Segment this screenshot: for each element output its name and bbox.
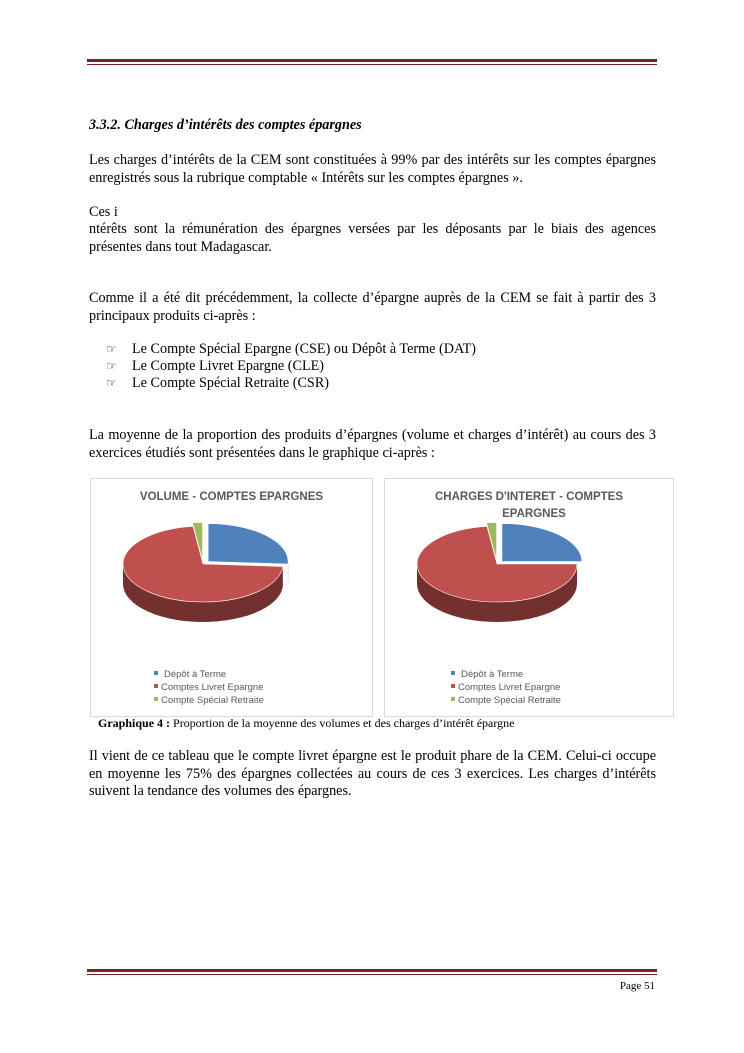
paragraph-4: La moyenne de la proportion des produits d’épargnes (volume et charges d’intérêt) au cours des 3 exercices étudiés sont présentées dans le graphique ci-après :	[89, 427, 656, 461]
slice-depot-a-terme	[208, 524, 288, 564]
legend-compte-special-retraite-swatch	[451, 697, 455, 701]
volume-pie-svg	[91, 479, 372, 716]
product-list	[89, 341, 656, 392]
paragraph-2-fragment: Ces i	[89, 204, 118, 220]
pointing-hand-icon: ☞	[106, 359, 117, 373]
page-number: Page 51	[619, 980, 655, 992]
list-item	[89, 375, 656, 392]
legend-depot-a-terme-swatch	[154, 671, 158, 675]
legend-compte-special-retraite: Compte Spécial Retraite	[458, 695, 561, 706]
slice-depot-a-terme	[502, 524, 582, 562]
paragraph-2: ntérêts sont la rémunération des épargnes versées par les déposants par le biais des agences présentes dans tout Madagascar.	[89, 221, 656, 255]
legend-comptes-livret-epargne-swatch	[451, 684, 455, 688]
legend-depot-a-terme: Dépôt à Terme	[461, 669, 524, 680]
volume-pie-chart	[90, 478, 373, 717]
footer-rule	[87, 969, 657, 975]
paragraph-1: Les charges d’intérêts de la CEM sont constituées à 99% par des intérêts sur les comptes épargnes enregistrés sous la rubrique comptable « Intérêts sur les comptes épargnes ».	[89, 152, 656, 186]
chart-title-line: VOLUME - COMPTES EPARGNES	[139, 491, 324, 503]
legend-comptes-livret-epargne-swatch	[154, 684, 158, 688]
header-rule	[87, 59, 657, 65]
legend-depot-a-terme: Dépôt à Terme	[164, 669, 227, 680]
pointing-hand-icon: ☞	[106, 376, 117, 390]
section-heading: 3.3.2. Charges d’intérêts des comptes épargnes	[89, 117, 362, 133]
legend-comptes-livret-epargne: Comptes Livret Epargne	[458, 682, 561, 693]
pointing-hand-icon: ☞	[106, 342, 117, 356]
caption-label: Graphique 4 :	[98, 716, 171, 730]
caption-text: Proportion de la moyenne des volumes et des charges d’intérêt épargne	[170, 716, 515, 730]
chart-title-line: CHARGES D'INTERET - COMPTES	[434, 491, 624, 503]
list-item	[89, 341, 656, 358]
legend-compte-special-retraite: Compte Spécial Retraite	[161, 695, 264, 706]
list-item-text: Le Compte Spécial Retraite (CSR)	[132, 375, 330, 391]
interest-pie-chart	[384, 478, 674, 717]
list-item	[89, 358, 656, 375]
list-item-text: Le Compte Spécial Epargne (CSE) ou Dépôt à Terme (DAT)	[132, 341, 477, 357]
legend-compte-special-retraite-swatch	[154, 697, 158, 701]
chart-title-line: EPARGNES	[502, 508, 566, 520]
paragraph-5: Il vient de ce tableau que le compte livret épargne est le produit phare de la CEM. Celui-ci occupe en moyenne les 75% des épargnes collectées au cours de ces 3 exercices. Les charges d’intérêts suivent la tendance des volumes des épargnes.	[89, 748, 656, 799]
legend-depot-a-terme-swatch	[451, 671, 455, 675]
paragraph-3: Comme il a été dit précédemment, la collecte d’épargne auprès de la CEM se fait à partir des 3 principaux produits ci-après :	[89, 290, 656, 324]
legend-comptes-livret-epargne: Comptes Livret Epargne	[161, 682, 264, 693]
interest-pie-svg	[385, 479, 673, 716]
figure-caption	[98, 716, 514, 730]
list-item-text: Le Compte Livret Epargne (CLE)	[132, 358, 324, 374]
